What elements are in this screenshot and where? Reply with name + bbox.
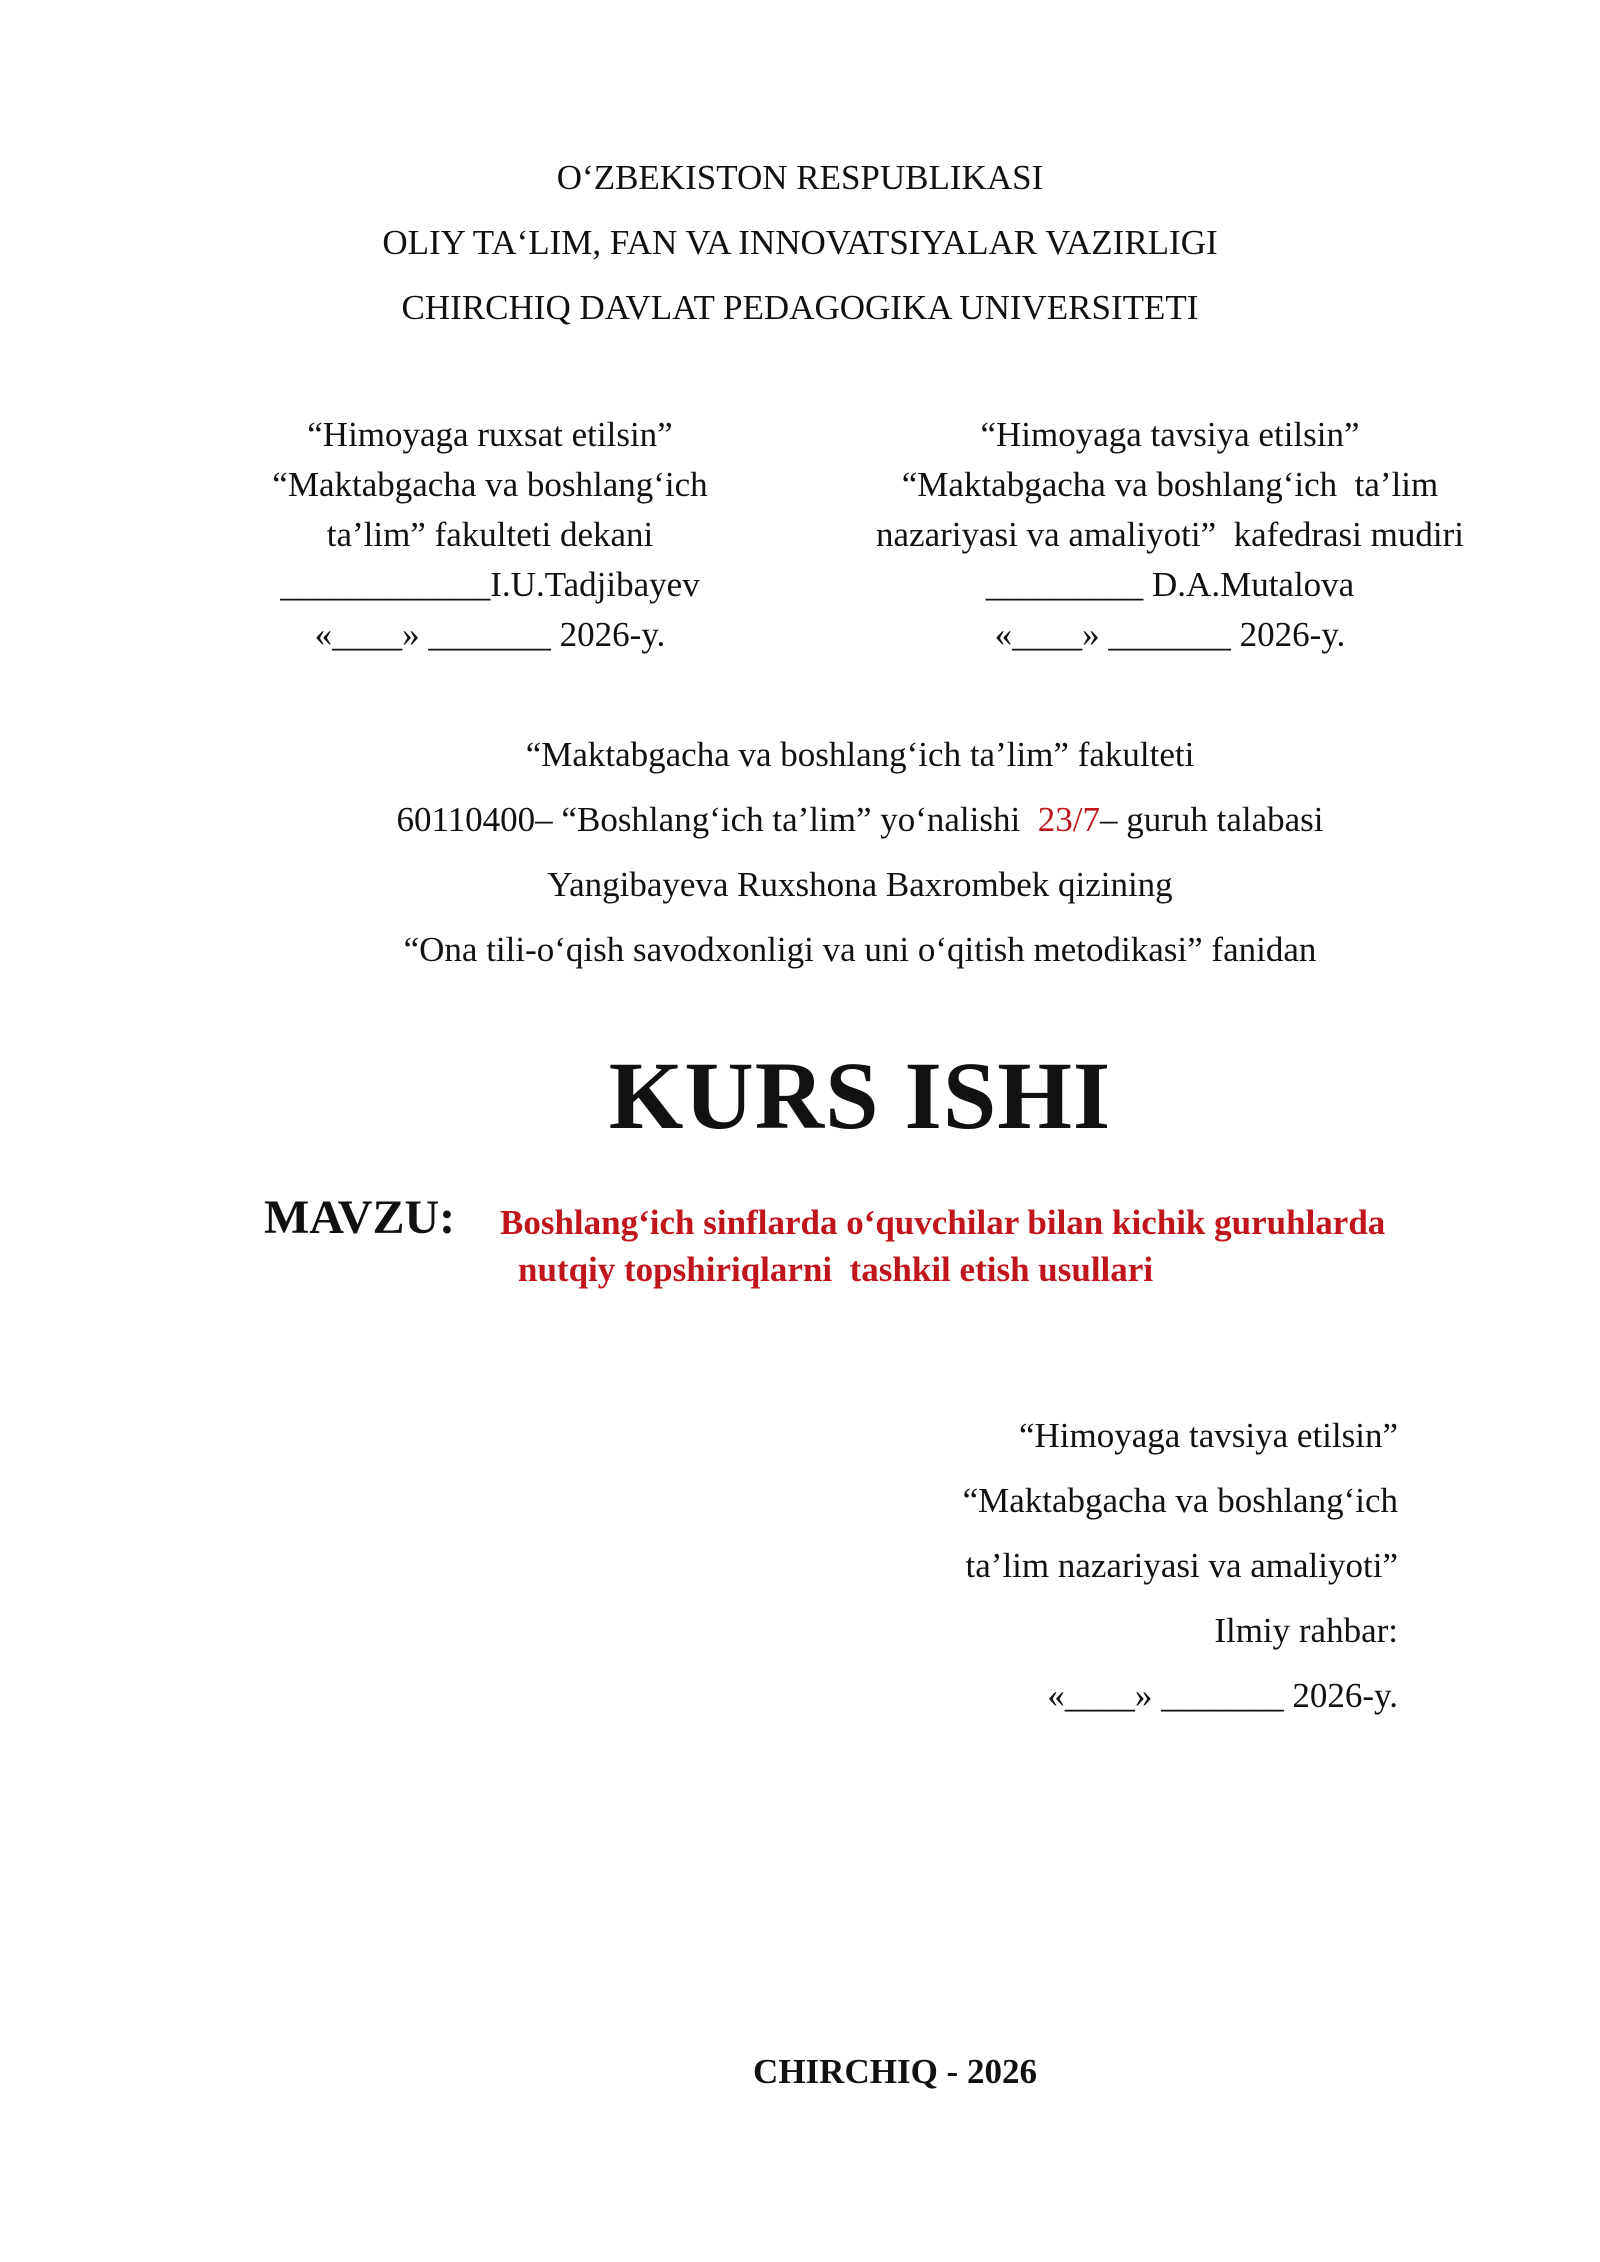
header-country: O‘ZBEKISTON RESPUBLIKASI bbox=[556, 158, 1044, 197]
header-university: CHIRCHIQ DAVLAT PEDAGOGIKA UNIVERSITETI bbox=[401, 288, 1199, 327]
approval-head-date: «____» _______ 2026-y. bbox=[994, 615, 1346, 654]
approval-dean-line: “Maktabgacha va boshlang‘ich bbox=[272, 465, 708, 504]
approval-head-line: nazariyasi va amaliyoti” kafedrasi mudiri bbox=[876, 515, 1464, 554]
direction-line bbox=[0, 802, 1600, 837]
faculty-line: “Maktabgacha va boshlang‘ich ta’lim” fakulteti bbox=[525, 735, 1195, 774]
approval-dean bbox=[190, 410, 790, 660]
city-year: CHIRCHIQ - 2026 bbox=[753, 2052, 1037, 2091]
topic-line-2: nutqiy topshiriqlarni tashkil etish usullari bbox=[518, 1250, 1154, 1289]
advisor-line: “Himoyaga tavsiya etilsin” bbox=[1018, 1416, 1398, 1455]
topic-line-1: Boshlang‘ich sinflarda o‘quvchilar bilan kichik guruhlarda bbox=[500, 1203, 1386, 1242]
approval-head-line: “Maktabgacha va boshlang‘ich ta’lim bbox=[901, 465, 1439, 504]
subject-line: “Ona tili-o‘qish savodxonligi va uni o‘qitish metodikasi” fanidan bbox=[403, 930, 1317, 969]
approval-dean-line: ta’lim” fakulteti dekani bbox=[326, 515, 654, 554]
advisor-line: ta’lim nazariyasi va amaliyoti” bbox=[965, 1546, 1398, 1585]
direction-text: 60110400– “Boshlang‘ich ta’lim” yo‘nalishi bbox=[396, 800, 1038, 839]
approval-department-head bbox=[820, 410, 1520, 660]
topic-label: MAVZU: bbox=[264, 1191, 456, 1244]
direction-suffix: – guruh talabasi bbox=[1099, 800, 1324, 839]
advisor-date: «____» _______ 2026-y. bbox=[1047, 1676, 1398, 1715]
approval-head-line: “Himoyaga tavsiya etilsin” bbox=[980, 415, 1360, 454]
group-number: 23/7 bbox=[1037, 800, 1100, 839]
approval-dean-line: “Himoyaga ruxsat etilsin” bbox=[307, 415, 673, 454]
header-ministry: OLIY TA‘LIM, FAN VA INNOVATSIYALAR VAZIRLIGI bbox=[382, 223, 1218, 262]
advisor-role: Ilmiy rahbar: bbox=[1214, 1611, 1398, 1650]
approval-head-signature: _________ D.A.Mutalova bbox=[985, 565, 1355, 604]
approval-dean-signature: ____________I.U.Tadjibayev bbox=[280, 565, 700, 604]
advisor-line: “Maktabgacha va boshlang‘ich bbox=[962, 1481, 1398, 1520]
document-title: KURS ISHI bbox=[608, 1042, 1112, 1149]
student-name: Yangibayeva Ruxshona Baxrombek qizining bbox=[547, 865, 1173, 904]
approval-dean-date: «____» _______ 2026-y. bbox=[314, 615, 666, 654]
